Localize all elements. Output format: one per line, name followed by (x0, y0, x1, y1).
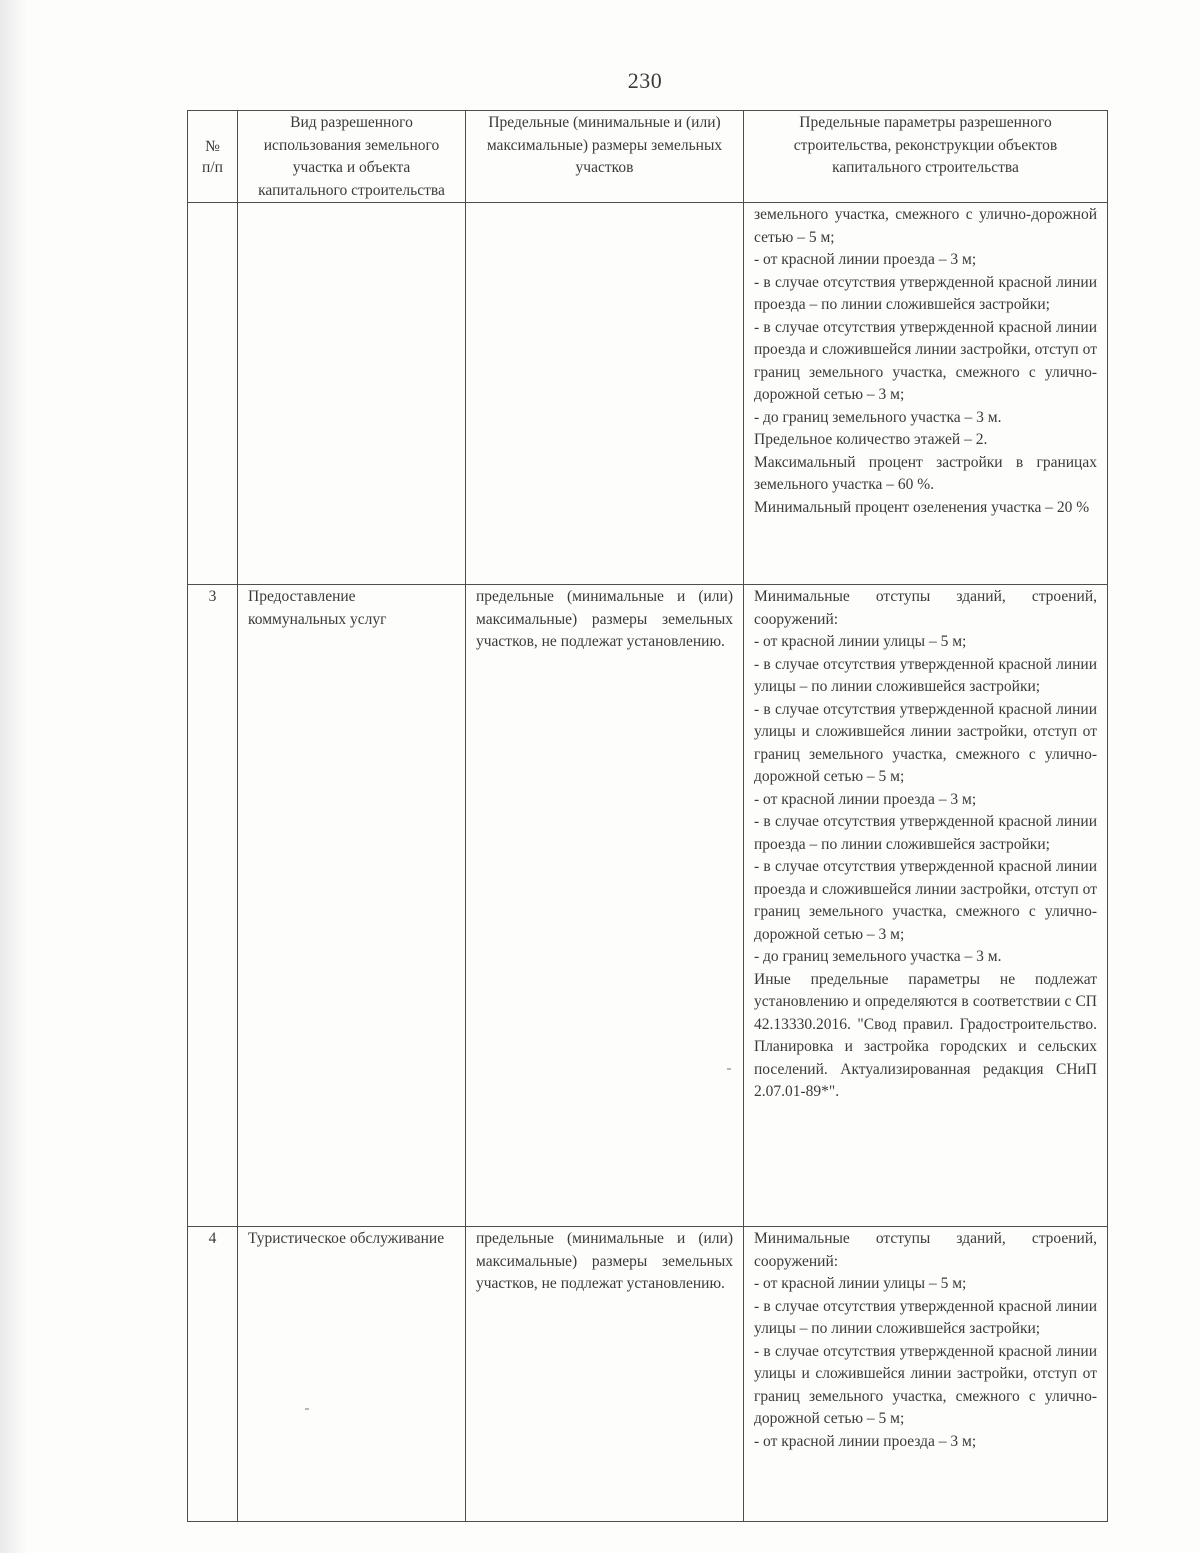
param-line: - в случае отсутствия утвержденной красной линии улицы и сложившейся линии застройки, отступ от границ земельного участка, смежного с улично-дорожной сетью – 5 м; (754, 700, 1097, 785)
param-line: - от красной линии улицы – 5 м; (754, 633, 967, 650)
scan-edge-shadow (0, 0, 28, 1553)
header-construction-params: Предельные параметры разрешенного строительства, реконструкции объектов капитального строительства (744, 111, 1108, 203)
cell-number: 3 (188, 585, 238, 1227)
param-line: земельного участка, смежного с улично-дорожной сетью – 5 м; (754, 206, 1097, 246)
param-line: - в случае отсутствия утвержденной красной линии улицы – по линии сложившейся застройки; (754, 655, 1097, 695)
param-line: Предельное количество этажей – 2. (754, 431, 988, 448)
param-line: - до границ земельного участка – 3 м. (754, 408, 1002, 426)
param-line: - от красной линии проезда – 3 м; (754, 1432, 977, 1450)
header-plot-sizes: Предельные (минимальные и (или) максимальные) размеры земельных участков (466, 111, 744, 203)
param-line: - в случае отсутствия утвержденной красной линии улицы и сложившейся линии застройки, отступ от границ земельного участка, смежного с улично-дорожной сетью – 5 м; (754, 1342, 1097, 1427)
header-number: № п/п (188, 111, 238, 203)
scan-speck (305, 1408, 309, 1410)
table-row-4 (188, 1227, 1108, 1522)
param-line: Максимальный процент застройки в границах земельного участка – 60 %. (754, 453, 1097, 493)
cell-plot-sizes: предельные (минимальные и (или) максимальные) размеры земельных участков, не подлежат установлению. (466, 1227, 744, 1522)
scan-speck (727, 1068, 731, 1070)
param-line: Иные предельные параметры не подлежат установлению и определяются в соответствии с СП 42.13330.2016. "Свод правил. Градостроительство. Планировка и застройка городских и сельских поселений. Актуализированная редакция СНиП 2.07.01-89*". (754, 970, 1097, 1100)
param-line: - в случае отсутствия утвержденной красной линии проезда и сложившейся линии застройки, отступ от границ земельного участка, смежного с улично-дорожной сетью – 3 м; (754, 318, 1097, 403)
cell-plot-sizes (466, 203, 744, 585)
param-line: - до границ земельного участка – 3 м. (754, 948, 1002, 965)
param-line: - в случае отсутствия утвержденной красной линии улицы – по линии сложившейся застройки; (754, 1297, 1097, 1337)
cell-number: 4 (188, 1227, 238, 1522)
cell-permitted-use (238, 203, 466, 585)
table-header-row (188, 111, 1108, 203)
table-row-3 (188, 585, 1108, 1227)
page-number: 230 (627, 68, 663, 93)
param-line: - в случае отсутствия утвержденной красной линии проезда и сложившейся линии застройки, отступ от границ земельного участка, смежного с улично-дорожной сетью – 3 м; (754, 858, 1097, 943)
cell-number (188, 203, 238, 585)
cell-permitted-use: Туристическое обслуживание (238, 1227, 466, 1522)
land-use-regulations-table (187, 110, 1108, 1522)
cell-construction-params (744, 585, 1108, 1227)
cell-construction-params (744, 1227, 1108, 1522)
param-line: Минимальный процент озеленения участка – 20 % (754, 498, 1090, 516)
header-permitted-use: Вид разрешенного использования земельного участка и объекта капитального строительства (238, 111, 466, 203)
param-line: - в случае отсутствия утвержденной красной линии проезда – по линии сложившейся застройки; (754, 273, 1097, 313)
param-line: - от красной линии проезда – 3 м; (754, 251, 977, 268)
table-row-continuation (188, 203, 1108, 585)
param-line: - от красной линии проезда – 3 м; (754, 790, 977, 808)
param-line: Минимальные отступы зданий, строений, сооружений: (754, 588, 1097, 628)
param-line: - в случае отсутствия утвержденной красной линии проезда – по линии сложившейся застройки; (754, 813, 1097, 853)
param-line: Минимальные отступы зданий, строений, сооружений: (754, 1230, 1097, 1270)
param-line: - от красной линии улицы – 5 м; (754, 1275, 967, 1292)
cell-permitted-use: Предоставление коммунальных услуг (238, 585, 466, 1227)
cell-plot-sizes: предельные (минимальные и (или) максимальные) размеры земельных участков, не подлежат установлению. (466, 585, 744, 1227)
cell-construction-params (744, 203, 1108, 585)
